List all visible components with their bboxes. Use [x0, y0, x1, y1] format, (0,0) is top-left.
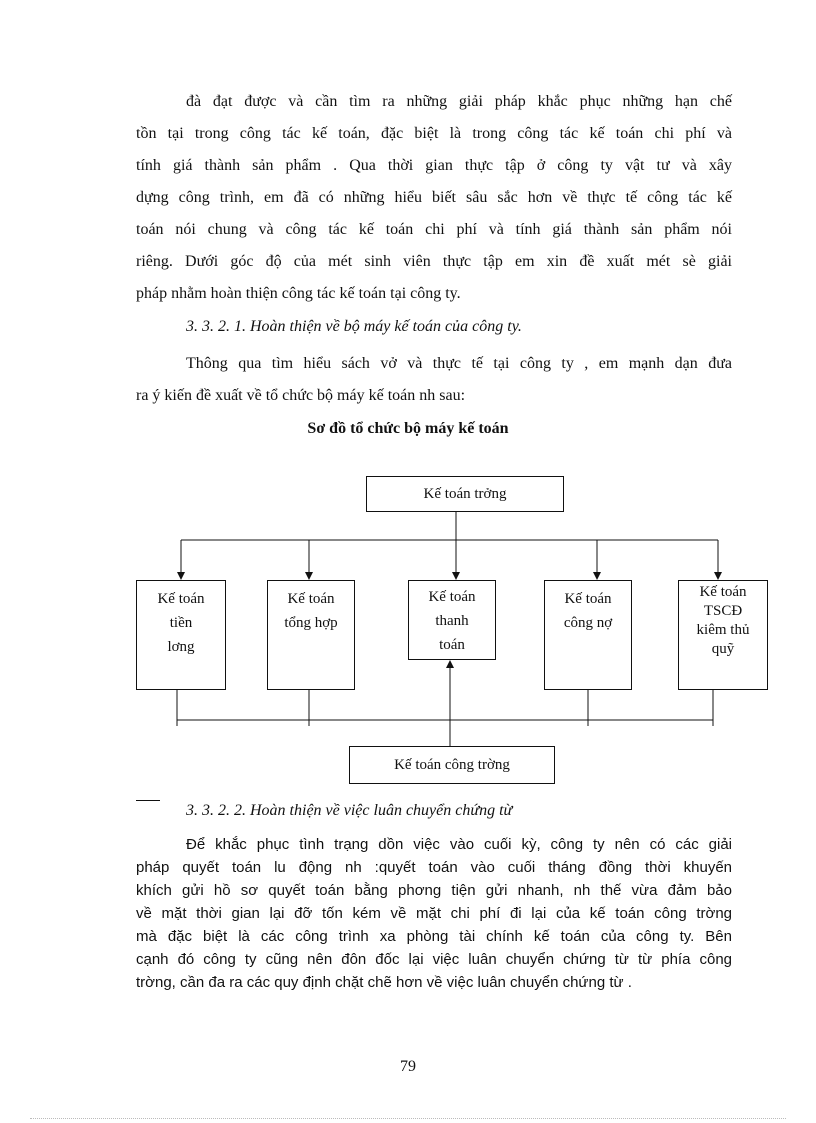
box-label: TSCĐ — [703, 603, 743, 619]
paragraph-line: Để khắc phục tình trạng dồn việc vào cuối kỳ, công ty nên có các giải — [186, 836, 732, 853]
paragraph-line: về mặt thời gian lại đỡ tốn kém về mặt chi phí đi lại của kế toán công trờng — [136, 905, 732, 922]
unit-box-salary — [136, 580, 226, 690]
box-label: Kế toán — [428, 589, 476, 605]
box-label: kiêm thủ — [696, 622, 750, 638]
box-label: thanh — [435, 613, 469, 629]
section-heading-3321: 3. 3. 2. 1. Hoàn thiện về bộ máy kế toán của công ty. — [186, 318, 522, 335]
paragraph-line: tồn tại trong công tác kế toán, đặc biệt là trong công tác kế toán chi phí và — [136, 125, 732, 142]
box-label: công nợ — [563, 615, 613, 631]
paragraph-line: ra ý kiến đề xuất về tổ chức bộ máy kế toán nh sau: — [136, 387, 466, 404]
box-label: quỹ — [711, 641, 735, 657]
paragraph-line: trờng, cần đa ra các quy định chặt chẽ hơn về việc luân chuyển chứng từ . — [136, 974, 632, 991]
page-edge-divider — [30, 1118, 786, 1119]
paragraph-line: cạnh đó công ty cũng nên đôn đốc lại việc luân chuyển chứng từ từ phía công — [136, 951, 732, 968]
unit-box-payment — [408, 580, 496, 660]
chief-accountant-box — [366, 476, 564, 512]
closing-paragraph — [136, 833, 732, 994]
box-label: Kế toán — [287, 591, 335, 607]
box-label: Kế toán trởng — [423, 486, 507, 502]
paragraph-line: khích gửi hồ sơ quyết toán bằng phơng tiện gửi nhanh, nh thế vừa đảm bảo — [136, 882, 732, 899]
box-label: Kế toán — [157, 591, 205, 607]
site-accountant-box — [349, 746, 555, 784]
unit-box-debt — [544, 580, 632, 690]
box-label: Kế toán — [699, 584, 747, 600]
paragraph-line: riêng. Dưới góc độ của mét sinh viên thực tập em xin đề xuất mét sè giải — [136, 253, 732, 270]
separator-dash — [136, 800, 160, 801]
unit-box-general — [267, 580, 355, 690]
paragraph-line: dựng công trình, em đã có những hiểu biết sâu sắc hơn về thực tế công tác kế — [136, 189, 732, 206]
paragraph-line: mà đặc biệt là các công trình xa phòng tài chính kế toán của công ty. Bên — [136, 928, 732, 945]
paragraph-line: Thông qua tìm hiểu sách vở và thực tế tại công ty , em mạnh dạn đưa — [186, 355, 732, 372]
box-label: Kế toán — [564, 591, 612, 607]
unit-box-fixed-assets — [678, 580, 768, 690]
section-heading-3322: 3. 3. 2. 2. Hoàn thiện về việc luân chuyển chứng từ — [186, 802, 513, 819]
paragraph-line: tính giá thành sản phẩm . Qua thời gian thực tập ở công ty vật tư và xây — [136, 157, 732, 174]
paragraph-line: pháp nhằm hoàn thiện công tác kế toán tại công ty. — [136, 285, 461, 302]
diagram-title: Sơ đồ tổ chức bộ máy kế toán — [307, 420, 509, 437]
paragraph-line: đà đạt được và cần tìm ra những giải pháp khắc phục những hạn chế — [186, 93, 732, 110]
box-label: lơng — [167, 639, 195, 655]
page-number: 79 — [400, 1058, 416, 1075]
box-label: toán — [439, 637, 465, 653]
box-label: tiền — [169, 615, 193, 631]
box-label: Kế toán công trờng — [394, 757, 510, 773]
box-label: tổng hợp — [284, 615, 338, 631]
paragraph-line: pháp quyết toán lu động nh :quyết toán vào cuối tháng đồng thời khuyến — [136, 859, 732, 876]
paragraph-line: toán nói chung và công tác kế toán chi phí và tính giá thành sản phẩm nói — [136, 221, 732, 238]
